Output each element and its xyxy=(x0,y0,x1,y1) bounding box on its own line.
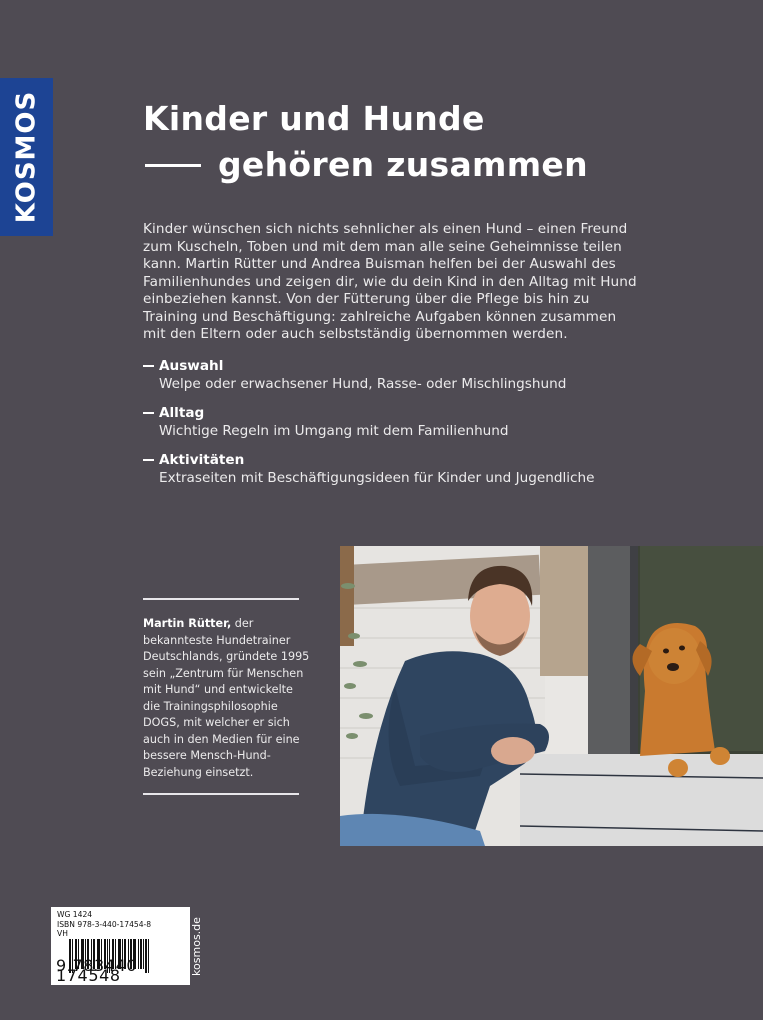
wg-number: WG 1424 xyxy=(57,910,93,919)
photo-illustration xyxy=(340,546,763,846)
feature-description: Welpe oder erwachsener Hund, Rasse- oder Mischlingshund xyxy=(159,376,567,392)
feature-description: Wichtige Regeln im Umgang mit dem Familienhund xyxy=(159,423,509,439)
author-name: Martin Rütter, xyxy=(143,617,232,630)
feature-list xyxy=(143,357,663,498)
divider-top xyxy=(143,598,299,600)
author-bio-text: der bekannteste Hundetrainer Deutschlands, gründete 1995 sein „Zentrum für Menschen mit Hund“ und entwickelte die Trainingsphilosophie DOGS, mit welcher er sich auch in den Medien für eine bessere Mensch-Hund-Beziehung einsetzt. xyxy=(143,617,310,779)
feature-item xyxy=(143,404,663,440)
feature-title: Alltag xyxy=(159,405,205,421)
author-with-dog-photo xyxy=(340,546,763,846)
dash-bullet-icon xyxy=(143,365,154,367)
headline-line-1: Kinder und Hunde xyxy=(143,99,485,138)
dash-bullet-icon xyxy=(143,459,154,461)
author-bio xyxy=(143,616,313,781)
headline-line-2: gehören zusammen xyxy=(218,145,588,184)
divider-bottom xyxy=(143,793,299,795)
headline-line-2-wrapper xyxy=(143,142,588,188)
feature-title: Auswahl xyxy=(159,358,224,374)
intro-text: Kinder wünschen sich nichts sehnlicher als einen Hund – einen Freund zum Kuscheln, Toben und mit dem man alle seine Geheimnisse teilen kann. Martin Rütter und Andrea Buisman helfen bei der Auswahl des Familienhundes und zeigen dir, wie du dein Kind in den Alltag mit Hund einbeziehen kannst. Von der Fütterung über die Pflege bis hin zu Training und Beschäftigung: zahlreiche Aufgaben können zusammen mit den Eltern oder auch selbstständig übernommen werden. xyxy=(143,221,637,342)
barcode-number: 9 783440 174548 xyxy=(56,956,138,985)
vh-code: VH xyxy=(57,929,68,938)
publisher-logo xyxy=(0,78,53,236)
feature-title: Aktivitäten xyxy=(159,452,245,468)
feature-item xyxy=(143,451,663,487)
publisher-logo-text: KOSMOS xyxy=(11,90,42,224)
website-label xyxy=(189,907,203,985)
isbn: ISBN 978-3-440-17454-8 xyxy=(57,919,152,929)
headline-dash xyxy=(145,164,201,167)
website-text: kosmos.de xyxy=(189,916,203,976)
headline xyxy=(143,96,588,188)
dash-bullet-icon xyxy=(143,412,154,414)
feature-item xyxy=(143,357,663,393)
barcode-box xyxy=(51,907,190,985)
feature-description: Extraseiten mit Beschäftigungsideen für Kinder und Jugendliche xyxy=(159,470,595,486)
